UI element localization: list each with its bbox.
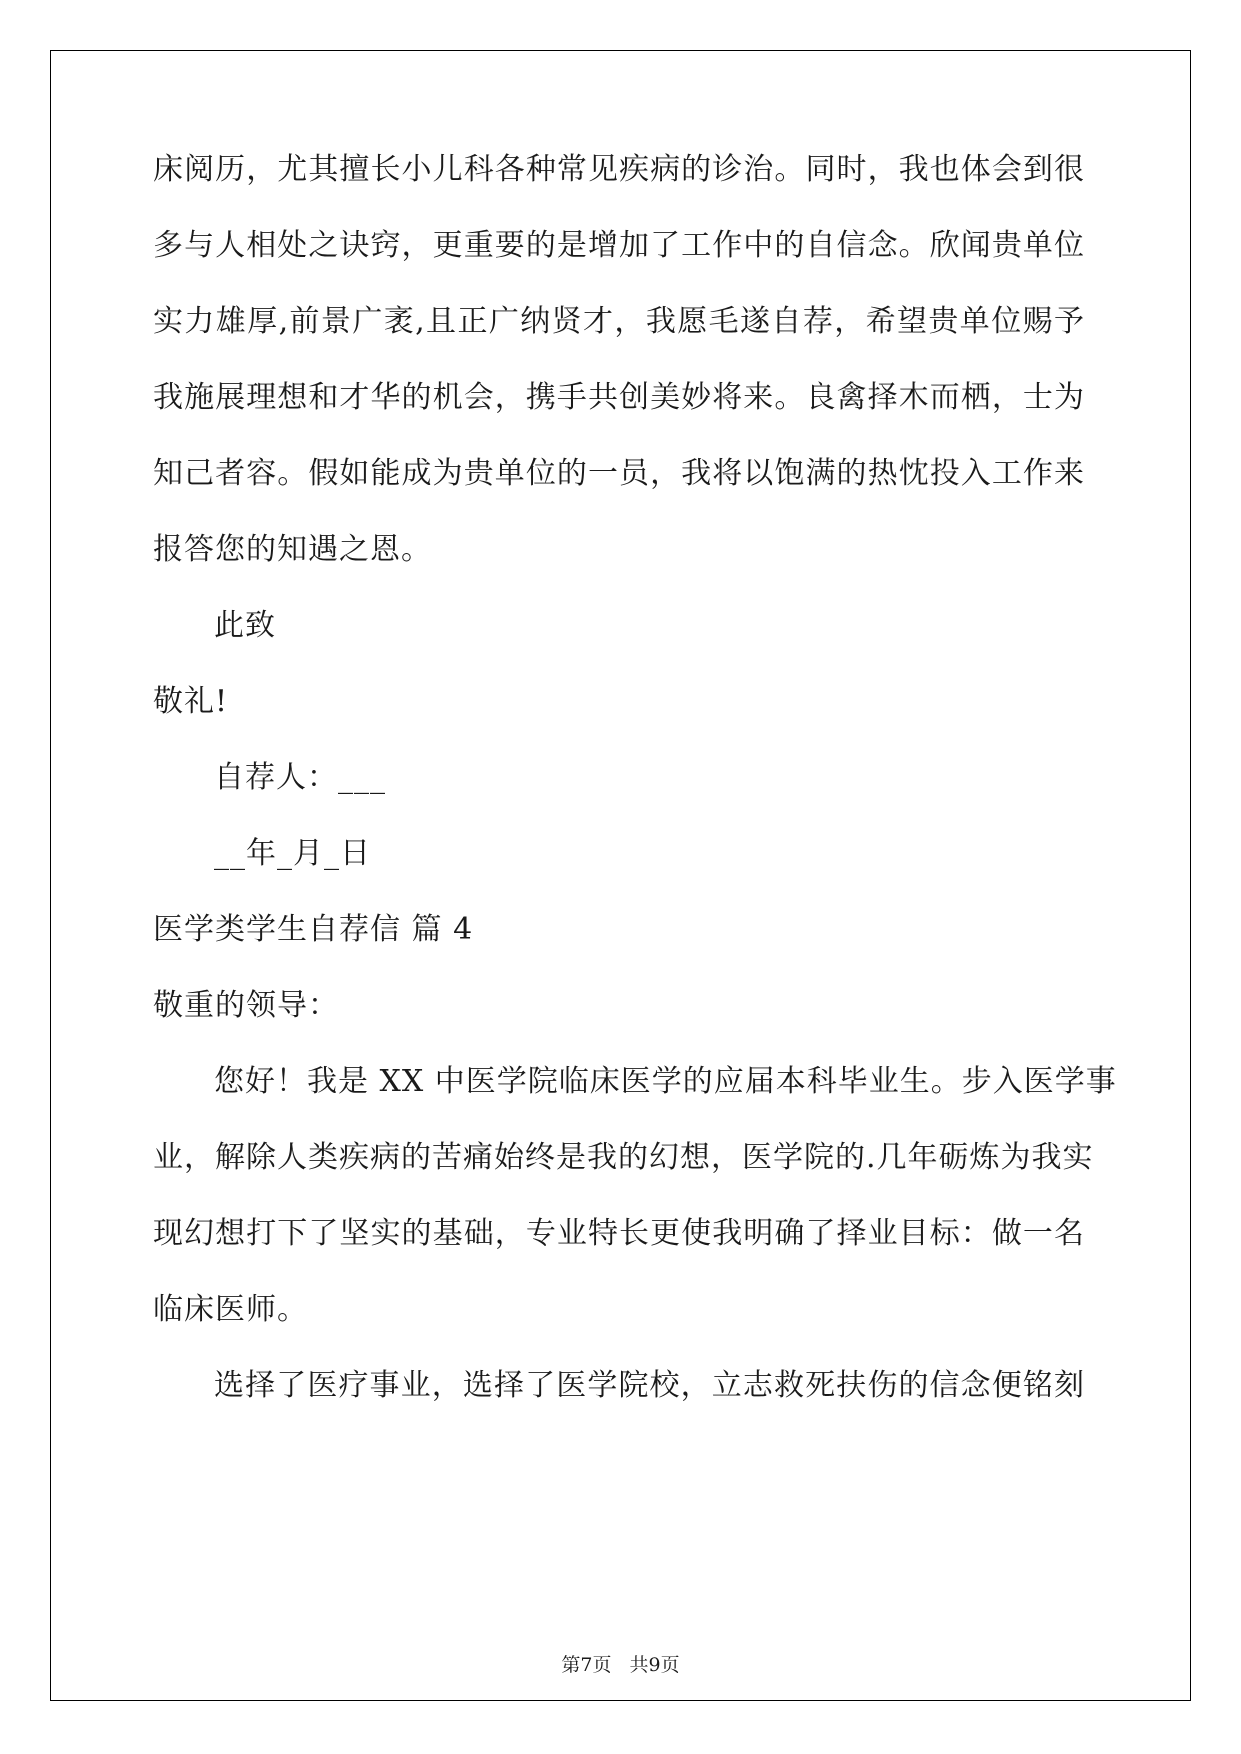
body-line-3: 实力雄厚,前景广袤,且正广纳贤才，我愿毛遂自荐，希望贵单位赐予 <box>153 304 1085 339</box>
page-frame <box>50 50 1191 1701</box>
body-line-16: 临床医师。 <box>153 1292 308 1327</box>
body-line-2: 多与人相处之诀窍，更重要的是增加了工作中的自信念。欣闻贵单位 <box>153 228 1085 263</box>
date-line: __年_月_日 <box>214 836 371 871</box>
signature-line: 自荐人：___ <box>214 760 386 795</box>
body-line-17: 选择了医疗事业，选择了医学院校，立志救死扶伤的信念便铭刻 <box>214 1368 1085 1403</box>
body-line-13: 您好！我是 XX 中医学院临床医学的应届本科毕业生。步入医学事 <box>214 1064 1117 1099</box>
closing-regards: 敬礼! <box>153 684 229 719</box>
body-line-1: 床阅历，尤其擅长小儿科各种常见疾病的诊治。同时，我也体会到很 <box>153 152 1085 187</box>
body-line-6: 报答您的知遇之恩。 <box>153 532 432 567</box>
page-number: 第7页 <box>561 1654 612 1676</box>
body-line-14: 业，解除人类疾病的苦痛始终是我的幻想，医学院的.几年砺炼为我实 <box>153 1140 1094 1175</box>
body-line-5: 知己者容。假如能成为贵单位的一员，我将以饱满的热忱投入工作来 <box>153 456 1085 491</box>
closing-salutation: 此致 <box>214 608 276 643</box>
page-total: 共9页 <box>629 1654 680 1676</box>
greeting-line: 敬重的领导： <box>153 988 339 1023</box>
page-footer <box>0 1653 1241 1677</box>
body-line-4: 我施展理想和才华的机会，携手共创美妙将来。良禽择木而栖，士为 <box>153 380 1085 415</box>
section-heading: 医学类学生自荐信 篇 4 <box>153 912 474 947</box>
body-line-15: 现幻想打下了坚实的基础，专业特长更使我明确了择业目标：做一名 <box>153 1216 1085 1251</box>
